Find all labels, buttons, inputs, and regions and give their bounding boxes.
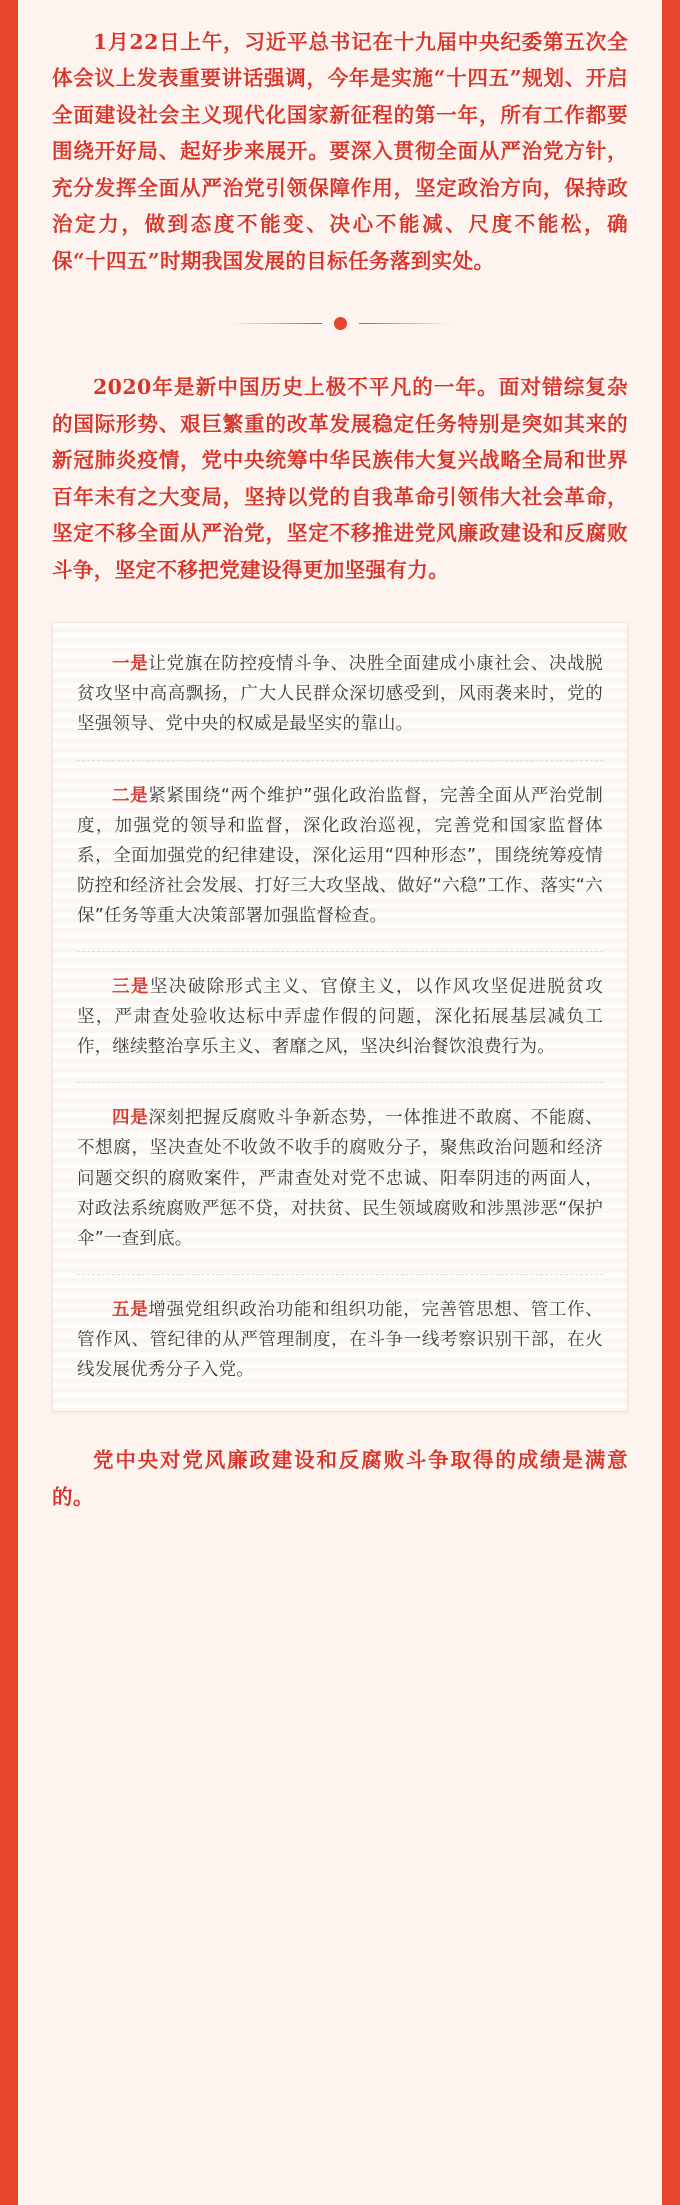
divider-line-right — [359, 323, 451, 324]
list-item — [77, 781, 603, 931]
list-item — [77, 649, 603, 739]
item-lead-label: 四是 — [112, 1108, 149, 1129]
item-separator — [77, 1274, 603, 1275]
list-item — [77, 1103, 603, 1253]
item-lead-label: 一是 — [112, 654, 149, 675]
list-item — [77, 972, 603, 1062]
five-points-card — [52, 622, 628, 1412]
item-text: 坚决破除形式主义、官僚主义，以作风攻坚促进脱贫攻坚，严肃查处验收达标中弄虚作假的问题，深化拓展基层减负工作，继续整治享乐主义、奢靡之风，坚决纠治餐饮浪费行为。 — [77, 977, 603, 1058]
item-lead-label: 二是 — [112, 785, 149, 806]
divider-line-left — [230, 323, 322, 324]
item-text: 让党旗在防控疫情斗争、决胜全面建成小康社会、决战脱贫攻坚中高高飘扬，广大人民群众深切感受到，风雨袭来时，党的坚强领导、党中央的权威是最坚实的靠山。 — [77, 654, 604, 735]
item-lead-label: 三是 — [112, 977, 150, 998]
dot-divider-icon — [334, 317, 347, 330]
intro-paragraph-1: 1月22日上午，习近平总书记在十九届中央纪委第五次全体会议上发表重要讲话强调，今年是实施“十四五”规划、开启全面建设社会主义现代化国家新征程的第一年，所有工作都要围绕开好局、起好步来展开。要深入贯彻全面从严治党方针，充分发挥全面从严治党引领保障作用，坚定政治方向，保持政治定力，做到态度不能变、决心不能减、尺度不能松，确保“十四五”时期我国发展的目标任务落到实处。 — [52, 30, 628, 273]
item-separator — [77, 951, 603, 952]
list-item — [77, 1295, 603, 1385]
article-body — [18, 0, 662, 2205]
item-text: 紧紧围绕“两个维护”强化政治监督，完善全面从严治党制度，加强党的领导和监督，深化政治巡视，完善党和国家监督体系，全面加强党的纪律建设，深化运用“四种形态”，围绕统筹疫情防控和经济社会发展、打好三大攻坚战、做好“六稳”工作、落实“六保”任务等重大决策部署加强监督检查。 — [77, 785, 603, 926]
item-text: 增强党组织政治功能和组织功能，完善管思想、管工作、管作风、管纪律的从严管理制度，在斗争一线考察识别干部，在火线发展优秀分子入党。 — [77, 1299, 604, 1380]
item-lead-label: 五是 — [112, 1299, 149, 1320]
intro-paragraph-2: 2020年是新中国历史上极不平凡的一年。面对错综复杂的国际形势、艰巨繁重的改革发展稳定任务特别是突如其来的新冠肺炎疫情，党中央统筹中华民族伟大复兴战略全局和世界百年未有之大变局，坚持以党的自我革命引领伟大社会革命，坚定不移全面从严治党，坚定不移推进党风廉政建设和反腐败斗争，坚定不移把党建设得更加坚强有力。 — [52, 375, 628, 582]
item-text: 深刻把握反腐败斗争新态势，一体推进不敢腐、不能腐、不想腐，坚决查处不收敛不收手的腐败分子，聚焦政治问题和经济问题交织的腐败案件，严肃查处对党不忠诚、阳奉阴违的两面人，对政法系统腐败严惩不贷，对扶贫、民生领域腐败和涉黑涉恶“保护伞”一查到底。 — [77, 1108, 604, 1249]
closing-paragraph: 党中央对党风廉政建设和反腐败斗争取得的成绩是满意的。 — [52, 1448, 628, 1509]
item-separator — [77, 1082, 603, 1083]
dot-divider — [52, 313, 628, 333]
item-separator — [77, 760, 603, 761]
